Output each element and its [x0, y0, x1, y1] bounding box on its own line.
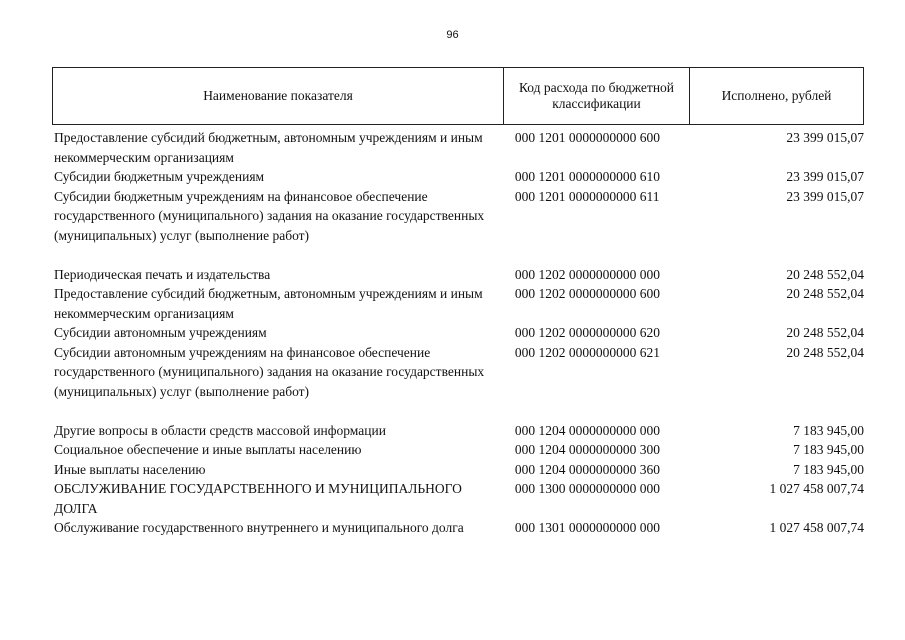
- row-code: 000 1204 0000000000 000: [514, 422, 660, 438]
- row-spacer: [54, 401, 864, 421]
- row-code: 000 1202 0000000000 000: [514, 266, 660, 282]
- row-name: Периодическая печать и издательства: [54, 266, 271, 282]
- row-code: 000 1201 0000000000 600: [514, 130, 660, 145]
- row-name: Предоставление субсидий бюджетным, автономным учреждениям и иным некоммерческим организациям: [54, 130, 483, 165]
- table-row: [54, 343, 864, 402]
- row-code: 000 1204 0000000000 360: [514, 461, 660, 477]
- table-row: [54, 187, 864, 246]
- row-value: 20 248 552,04: [786, 266, 865, 282]
- table-row: [54, 440, 864, 460]
- row-value: 20 248 552,04: [786, 286, 865, 301]
- row-value: 7 183 945,00: [793, 442, 865, 457]
- header-name: Наименование показателя: [53, 68, 504, 124]
- row-code: 000 1202 0000000000 621: [514, 344, 660, 360]
- row-value: 23 399 015,07: [786, 169, 865, 184]
- row-name: Иные выплаты населению: [54, 461, 206, 477]
- row-value: 20 248 552,04: [786, 344, 865, 360]
- row-value: 1 027 458 007,74: [769, 481, 865, 496]
- row-name: Предоставление субсидий бюджетным, автономным учреждениям и иным некоммерческим организациям: [54, 286, 483, 321]
- page-number: 96: [446, 29, 459, 41]
- table-row: [54, 284, 864, 323]
- table-row: [54, 479, 864, 518]
- row-code: 000 1202 0000000000 620: [514, 325, 660, 340]
- row-value: 23 399 015,07: [786, 188, 865, 204]
- table-row: [54, 421, 864, 441]
- row-value: 7 183 945,00: [793, 422, 865, 438]
- table-row: [54, 518, 864, 538]
- table-header: [52, 67, 864, 125]
- table-row: [54, 265, 864, 285]
- row-value: 1 027 458 007,74: [769, 520, 865, 535]
- row-code: 000 1204 0000000000 300: [514, 442, 660, 457]
- table-row: [54, 128, 864, 167]
- row-name: ОБСЛУЖИВАНИЕ ГОСУДАРСТВЕННОГО И МУНИЦИПАЛЬНОГО ДОЛГА: [54, 481, 462, 516]
- row-value: 20 248 552,04: [786, 325, 865, 340]
- header-code: Код расхода по бюджетной классификации: [504, 68, 690, 124]
- row-code: 000 1300 0000000000 000: [514, 481, 660, 496]
- row-name: Субсидии бюджетным учреждениям: [54, 169, 265, 184]
- row-name: Субсидии автономным учреждениям на финансовое обеспечение государственного (муниципального) задания на оказание государственных (муниципальных) услуг (выполнение работ): [54, 344, 485, 399]
- header-executed: Исполнено, рублей: [721, 88, 832, 103]
- table-row: [54, 167, 864, 187]
- row-value: 23 399 015,07: [786, 130, 865, 145]
- row-code: 000 1201 0000000000 610: [514, 169, 660, 184]
- table-body: [54, 128, 864, 538]
- row-name: Обслуживание государственного внутреннего и муниципального долга: [54, 520, 464, 535]
- row-name: Другие вопросы в области средств массовой информации: [54, 422, 386, 438]
- row-code: 000 1202 0000000000 600: [514, 286, 660, 301]
- row-name: Субсидии бюджетным учреждениям на финансовое обеспечение государственного (муниципального) задания на оказание государственных (муниципальных) услуг (выполнение работ): [54, 188, 485, 243]
- table-row: [54, 323, 864, 343]
- table-row: [54, 460, 864, 480]
- row-name: Субсидии автономным учреждениям: [54, 325, 267, 340]
- row-value: 7 183 945,00: [793, 461, 865, 477]
- row-code: 000 1201 0000000000 611: [514, 188, 660, 204]
- row-code: 000 1301 0000000000 000: [514, 520, 660, 535]
- row-spacer: [54, 245, 864, 265]
- row-name: Социальное обеспечение и иные выплаты населению: [54, 442, 362, 457]
